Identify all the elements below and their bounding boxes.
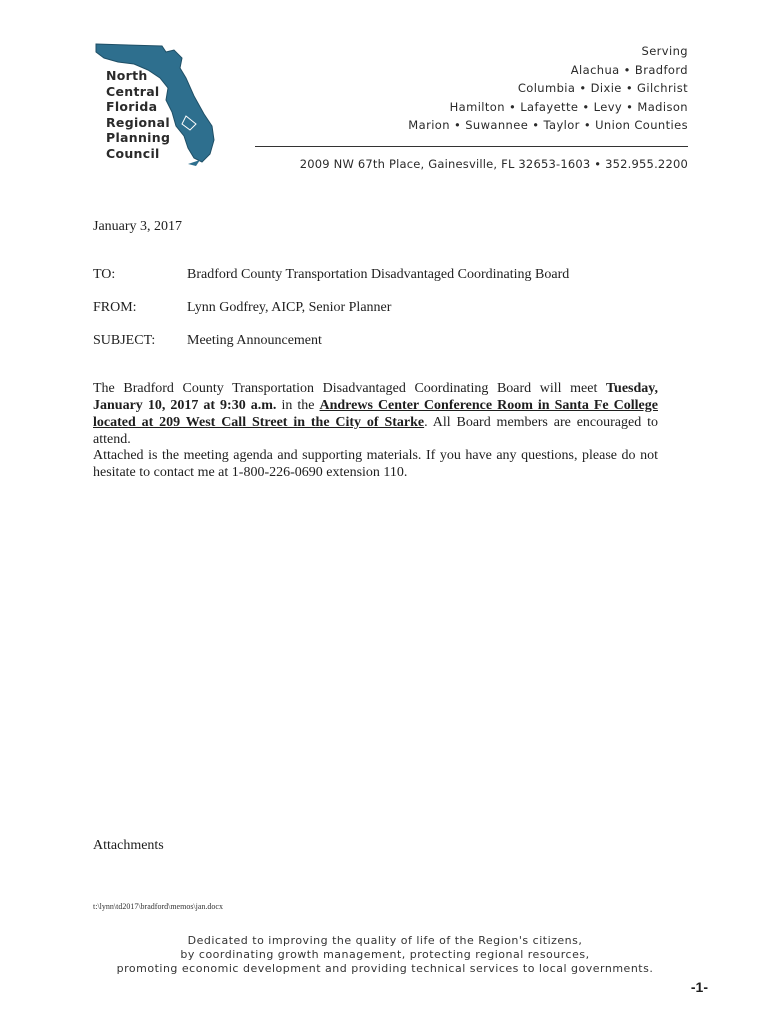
org-line: Council xyxy=(106,145,160,161)
subject-label: SUBJECT: xyxy=(93,333,156,348)
footer-mission xyxy=(80,934,690,976)
to-value: Bradford County Transportation Disadvantaged Coordinating Board xyxy=(187,267,570,282)
org-line: Central xyxy=(106,83,160,99)
org-line: North xyxy=(106,68,148,83)
organization-name xyxy=(106,68,170,162)
from-label: FROM: xyxy=(93,300,137,315)
serving-counties xyxy=(408,42,688,135)
attachments-label: Attachments xyxy=(93,838,164,853)
p1-end: . All Board members are encouraged to attend. xyxy=(93,415,658,447)
header-divider xyxy=(255,146,688,147)
subject-value: Meeting Announcement xyxy=(187,333,322,348)
org-line: Planning xyxy=(106,130,171,146)
counties-line: Alachua • Bradford xyxy=(570,62,688,77)
address-line: 2009 NW 67th Place, Gainesville, FL 32653-1603 • 352.955.2200 xyxy=(299,157,688,171)
org-line: Regional xyxy=(106,114,170,130)
footer-line: Dedicated to improving the quality of life of the Region's citizens, xyxy=(187,934,583,947)
meeting-paragraph xyxy=(93,380,658,448)
footer-line: promoting economic development and providing technical services to local governments. xyxy=(116,962,654,975)
attachments-paragraph: Attached is the meeting agenda and supporting materials. If you have any questions, please do not hesitate to contact me at 1-800-226-0690 extension 110. xyxy=(93,448,658,480)
footer-line: by coordinating growth management, protecting regional resources, xyxy=(180,948,590,961)
memo-date: January 3, 2017 xyxy=(93,219,183,234)
p1-start: The Bradford County Transportation Disadvantaged Coordinating Board will meet xyxy=(93,381,606,396)
meeting-location: Andrews Center Conference Room in Santa Fe College located at 209 West Call Street in the City of Starke xyxy=(93,398,658,430)
meeting-time: Tuesday, January 10, 2017 at 9:30 a.m. xyxy=(93,381,658,413)
from-value: Lynn Godfrey, AICP, Senior Planner xyxy=(187,300,392,315)
file-path: t:\lynn\td2017\bradford\memos\jan.docx xyxy=(93,902,223,911)
counties-line: Marion • Suwannee • Taylor • Union Counties xyxy=(408,118,688,132)
page-number: -1- xyxy=(690,979,708,995)
org-line: Florida xyxy=(106,99,158,115)
to-label: TO: xyxy=(93,267,116,282)
p1-in: in the xyxy=(276,398,320,413)
serving-label: Serving xyxy=(641,44,688,58)
counties-line: Columbia • Dixie • Gilchrist xyxy=(517,81,688,95)
counties-line: Hamilton • Lafayette • Levy • Madison xyxy=(449,99,688,114)
